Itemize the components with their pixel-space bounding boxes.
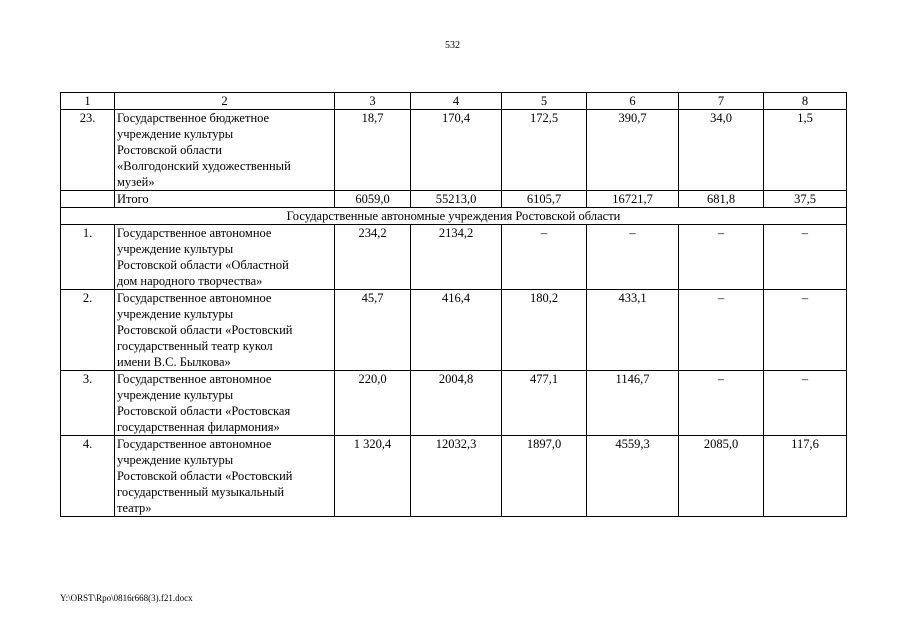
value-cell: 2085,0 bbox=[679, 436, 764, 517]
header-cell: 4 bbox=[411, 93, 502, 110]
total-value: 16721,7 bbox=[587, 191, 679, 208]
institution-name bbox=[115, 371, 335, 436]
value-cell: 172,5 bbox=[502, 110, 587, 191]
total-value: 55213,0 bbox=[411, 191, 502, 208]
value-cell: 1897,0 bbox=[502, 436, 587, 517]
value-cell: 1,5 bbox=[764, 110, 847, 191]
institution-name bbox=[115, 290, 335, 371]
file-path-footer: Y:\ORST\Rpo\0816r668(3).f21.docx bbox=[60, 593, 193, 603]
name-line: учреждение культуры bbox=[117, 307, 234, 321]
value-cell: 416,4 bbox=[411, 290, 502, 371]
value-cell: 1146,7 bbox=[587, 371, 679, 436]
row-number: 2. bbox=[61, 290, 115, 371]
table-row bbox=[61, 371, 847, 436]
table-row bbox=[61, 110, 847, 191]
value-cell: – bbox=[679, 371, 764, 436]
total-value: 681,8 bbox=[679, 191, 764, 208]
name-line: Ростовской области «Ростовская bbox=[117, 404, 291, 418]
total-value: 6105,7 bbox=[502, 191, 587, 208]
value-cell: – bbox=[502, 225, 587, 290]
name-line: Ростовской области «Ростовский bbox=[117, 469, 293, 483]
value-cell: – bbox=[764, 290, 847, 371]
table-header-row bbox=[61, 93, 847, 110]
value-cell: 12032,3 bbox=[411, 436, 502, 517]
value-cell: 1 320,4 bbox=[335, 436, 411, 517]
table-row bbox=[61, 225, 847, 290]
value-cell: – bbox=[764, 371, 847, 436]
row-number: 4. bbox=[61, 436, 115, 517]
value-cell: 45,7 bbox=[335, 290, 411, 371]
section-header-row bbox=[61, 208, 847, 225]
name-line: Государственное автономное bbox=[117, 226, 272, 240]
name-line: Ростовской области «Областной bbox=[117, 258, 289, 272]
row-number: 23. bbox=[61, 110, 115, 191]
header-cell: 2 bbox=[115, 93, 335, 110]
name-line: Государственное бюджетное bbox=[117, 111, 270, 125]
row-number: 3. bbox=[61, 371, 115, 436]
data-table bbox=[60, 92, 847, 517]
institution-name bbox=[115, 110, 335, 191]
value-cell: 433,1 bbox=[587, 290, 679, 371]
name-line: учреждение культуры bbox=[117, 388, 234, 402]
value-cell: – bbox=[764, 225, 847, 290]
name-line: музей» bbox=[117, 175, 155, 189]
name-line: учреждение культуры bbox=[117, 127, 234, 141]
value-cell: – bbox=[679, 225, 764, 290]
section-title: Государственные автономные учреждения Ростовской области bbox=[61, 208, 847, 225]
name-line: учреждение культуры bbox=[117, 242, 234, 256]
value-cell: 4559,3 bbox=[587, 436, 679, 517]
name-line: Государственное автономное bbox=[117, 437, 272, 451]
name-line: государственный театр кукол bbox=[117, 339, 273, 353]
institution-name bbox=[115, 225, 335, 290]
name-line: Ростовской области bbox=[117, 143, 222, 157]
value-cell: 170,4 bbox=[411, 110, 502, 191]
value-cell: 18,7 bbox=[335, 110, 411, 191]
name-line: государственная филармония» bbox=[117, 420, 280, 434]
header-cell: 8 bbox=[764, 93, 847, 110]
table-row bbox=[61, 290, 847, 371]
header-cell: 7 bbox=[679, 93, 764, 110]
institution-name bbox=[115, 436, 335, 517]
value-cell: 2004,8 bbox=[411, 371, 502, 436]
value-cell: 390,7 bbox=[587, 110, 679, 191]
header-cell: 6 bbox=[587, 93, 679, 110]
value-cell: 220,0 bbox=[335, 371, 411, 436]
value-cell: – bbox=[679, 290, 764, 371]
name-line: имени В.С. Былкова» bbox=[117, 355, 231, 369]
name-line: Ростовской области «Ростовский bbox=[117, 323, 293, 337]
value-cell: 2134,2 bbox=[411, 225, 502, 290]
total-row bbox=[61, 191, 847, 208]
value-cell: – bbox=[587, 225, 679, 290]
name-line: государственный музыкальный bbox=[117, 485, 285, 499]
name-line: учреждение культуры bbox=[117, 453, 234, 467]
name-line: Государственное автономное bbox=[117, 291, 272, 305]
row-number bbox=[61, 191, 115, 208]
name-line: театр» bbox=[117, 501, 152, 515]
value-cell: 180,2 bbox=[502, 290, 587, 371]
header-cell: 5 bbox=[502, 93, 587, 110]
value-cell: 477,1 bbox=[502, 371, 587, 436]
row-number: 1. bbox=[61, 225, 115, 290]
header-cell: 1 bbox=[61, 93, 115, 110]
value-cell: 117,6 bbox=[764, 436, 847, 517]
value-cell: 34,0 bbox=[679, 110, 764, 191]
name-line: Государственное автономное bbox=[117, 372, 272, 386]
page-number: 532 bbox=[445, 40, 460, 51]
value-cell: 234,2 bbox=[335, 225, 411, 290]
name-line: дом народного творчества» bbox=[117, 274, 263, 288]
header-cell: 3 bbox=[335, 93, 411, 110]
table-row bbox=[61, 436, 847, 517]
total-value: 6059,0 bbox=[335, 191, 411, 208]
total-label: Итого bbox=[115, 191, 335, 208]
name-line: «Волгодонский художественный bbox=[117, 159, 291, 173]
total-value: 37,5 bbox=[764, 191, 847, 208]
